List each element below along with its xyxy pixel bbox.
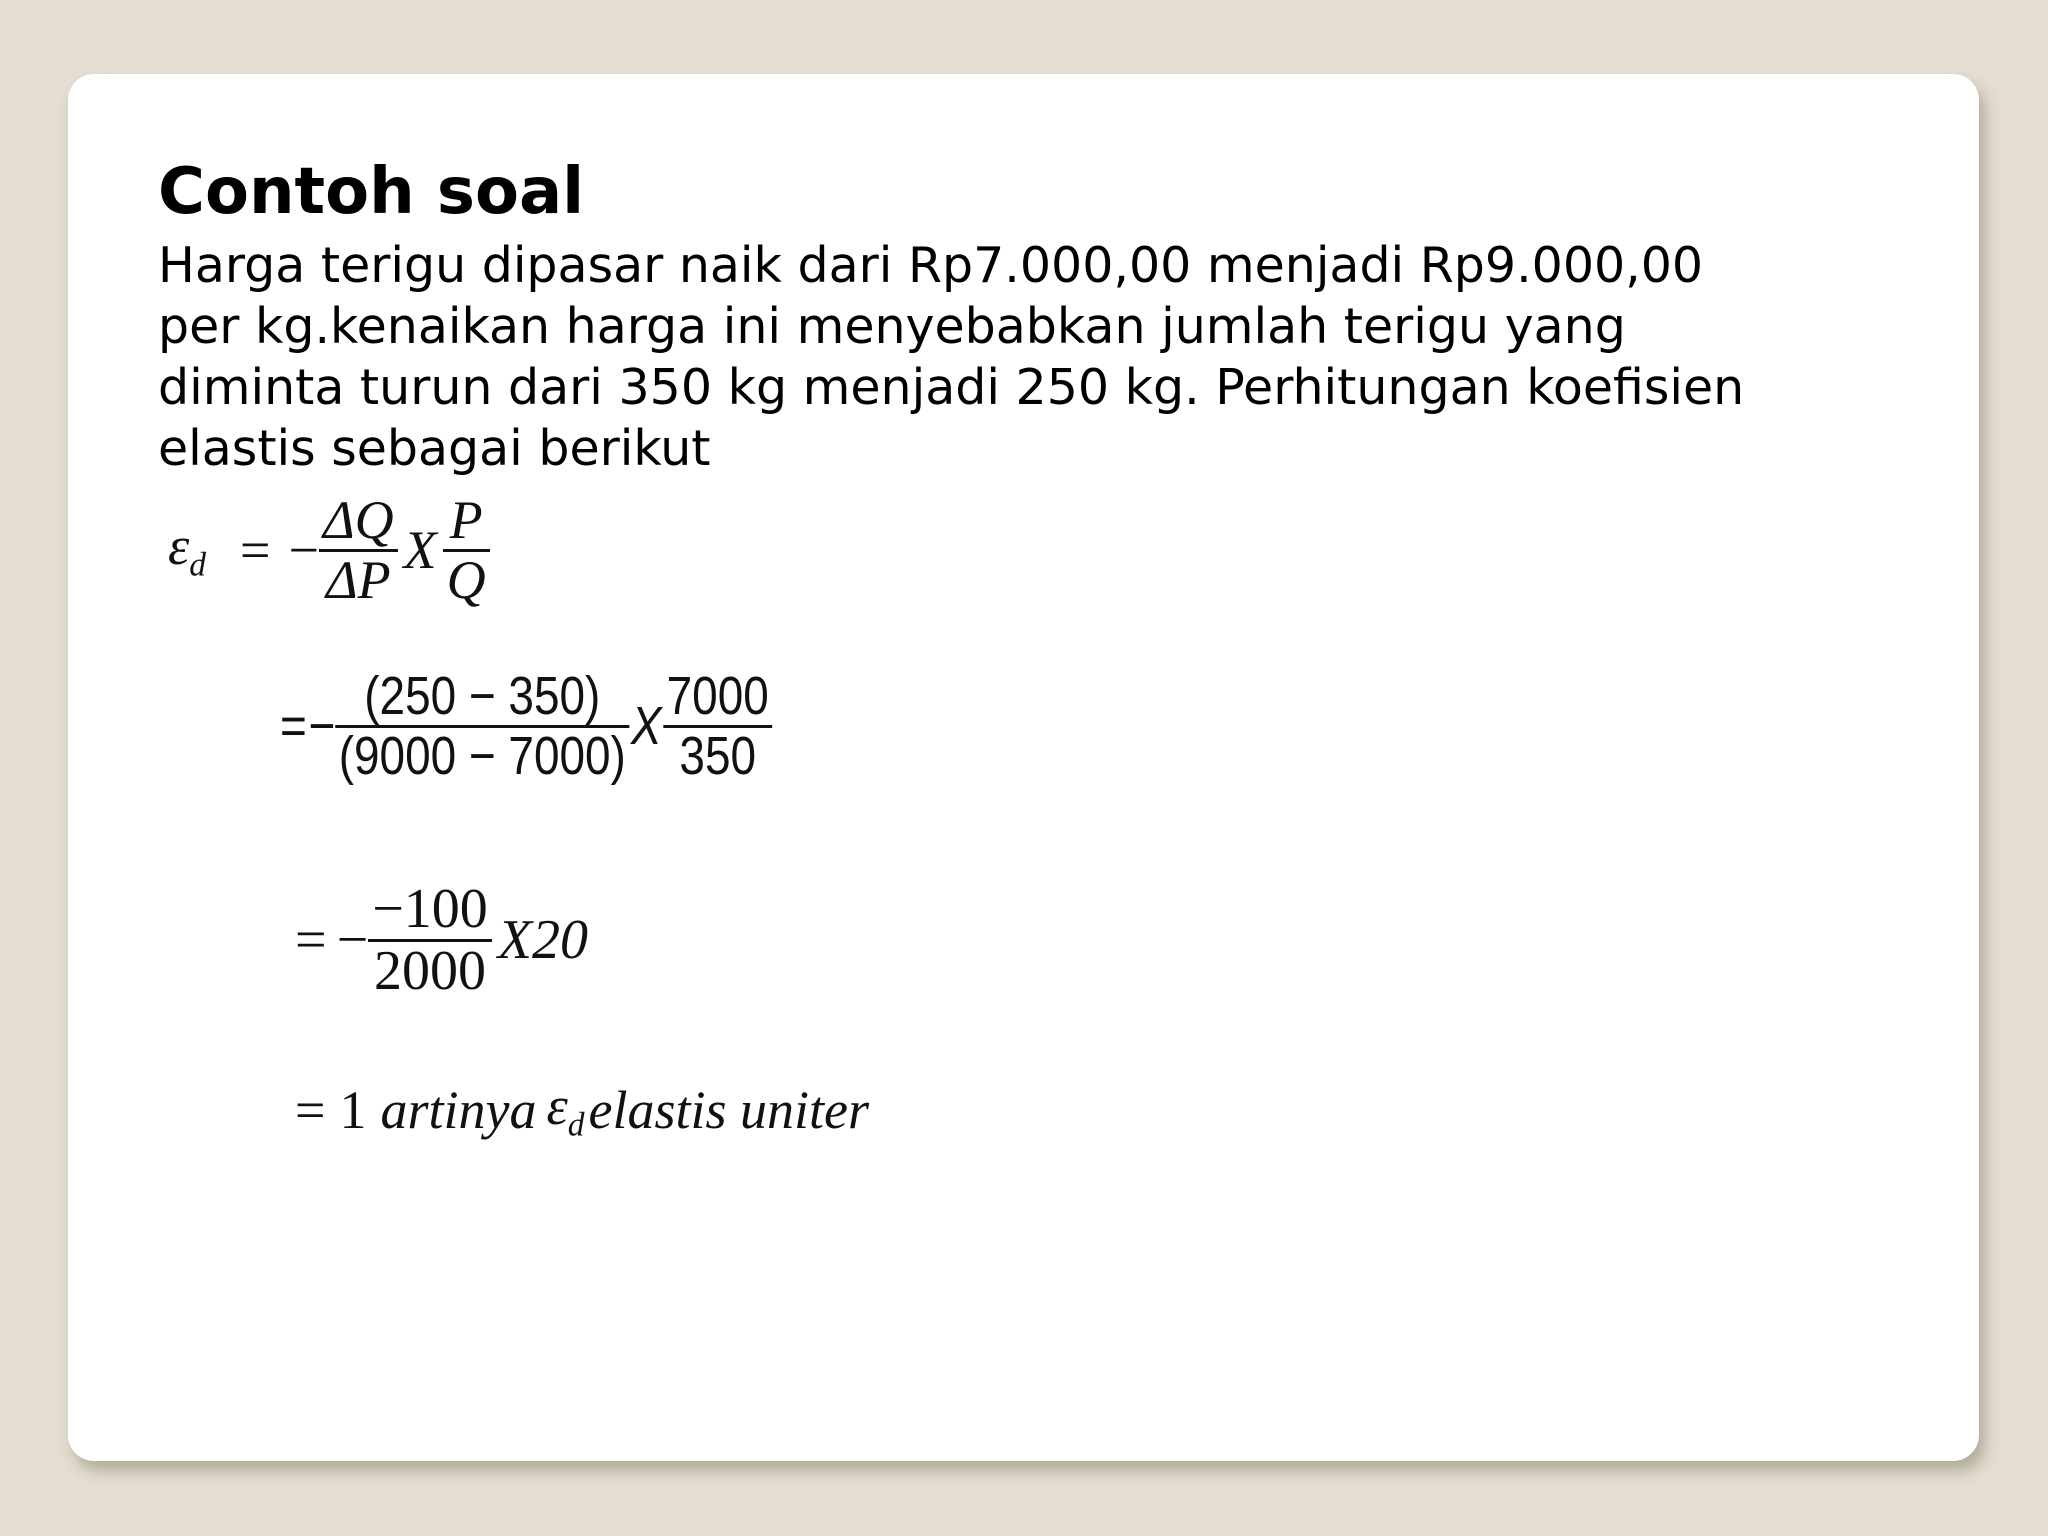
fraction-denominator: 350 [679,725,757,786]
problem-paragraph [158,235,1938,479]
elasticity-subscript: d [189,547,207,585]
times-sign: X [403,520,437,581]
paragraph-line: diminta turun dari 350 kg menjadi 250 kg. Perhitungan koefisien [158,359,1745,416]
minus-sign: − [288,520,319,581]
fraction-price-quantity-values [663,668,772,784]
fraction-denominator: (9000 − 7000) [338,725,626,786]
paragraph-line: Harga terigu dipasar naik dari Rp7.000,00 menjadi Rp9.000,00 [158,237,1704,294]
fraction-delta [319,492,398,608]
fraction-denominator: Q [446,549,486,610]
fraction-numerator: (250 − 350) [364,666,601,726]
times-value: X20 [497,909,588,972]
equals-sign: = [280,696,307,757]
equals-sign: = [240,520,271,581]
paragraph-line: per kg.kenaikan harga ini menyebabkan jumlah terigu yang [158,298,1626,355]
times-sign: X [630,696,662,757]
elasticity-symbol: $\varepsilon_d$ [546,1076,585,1144]
minus-sign: − [308,696,336,757]
formula-line-2 [280,668,772,784]
result-word: artinya [380,1079,537,1140]
fraction-result [368,880,492,1001]
formula-line-4 [295,1075,869,1145]
fraction-denominator: 2000 [373,939,486,1002]
fraction-numerator: ΔQ [322,490,394,550]
formula-line-3 [295,880,588,1001]
result-conclusion: elastis uniter [588,1079,869,1140]
paragraph-line: elastis sebagai berikut [158,420,711,477]
fraction-numerator: 7000 [666,666,769,726]
elasticity-symbol: $\varepsilon_d$ [168,516,207,585]
elasticity-subscript: d [567,1106,585,1144]
fraction-price-quantity [443,492,490,608]
fraction-numerator: P [449,490,483,550]
formula-line-1 [168,492,490,608]
fraction-delta-values [335,668,629,784]
result-value: 1 [339,1079,367,1140]
equals-sign: = [295,1079,326,1140]
minus-sign: − [336,909,369,972]
fraction-denominator: ΔP [325,549,391,610]
slide-title: Contoh soal [158,155,585,229]
equals-sign: = [295,909,327,972]
fraction-numerator: −100 [372,878,488,940]
